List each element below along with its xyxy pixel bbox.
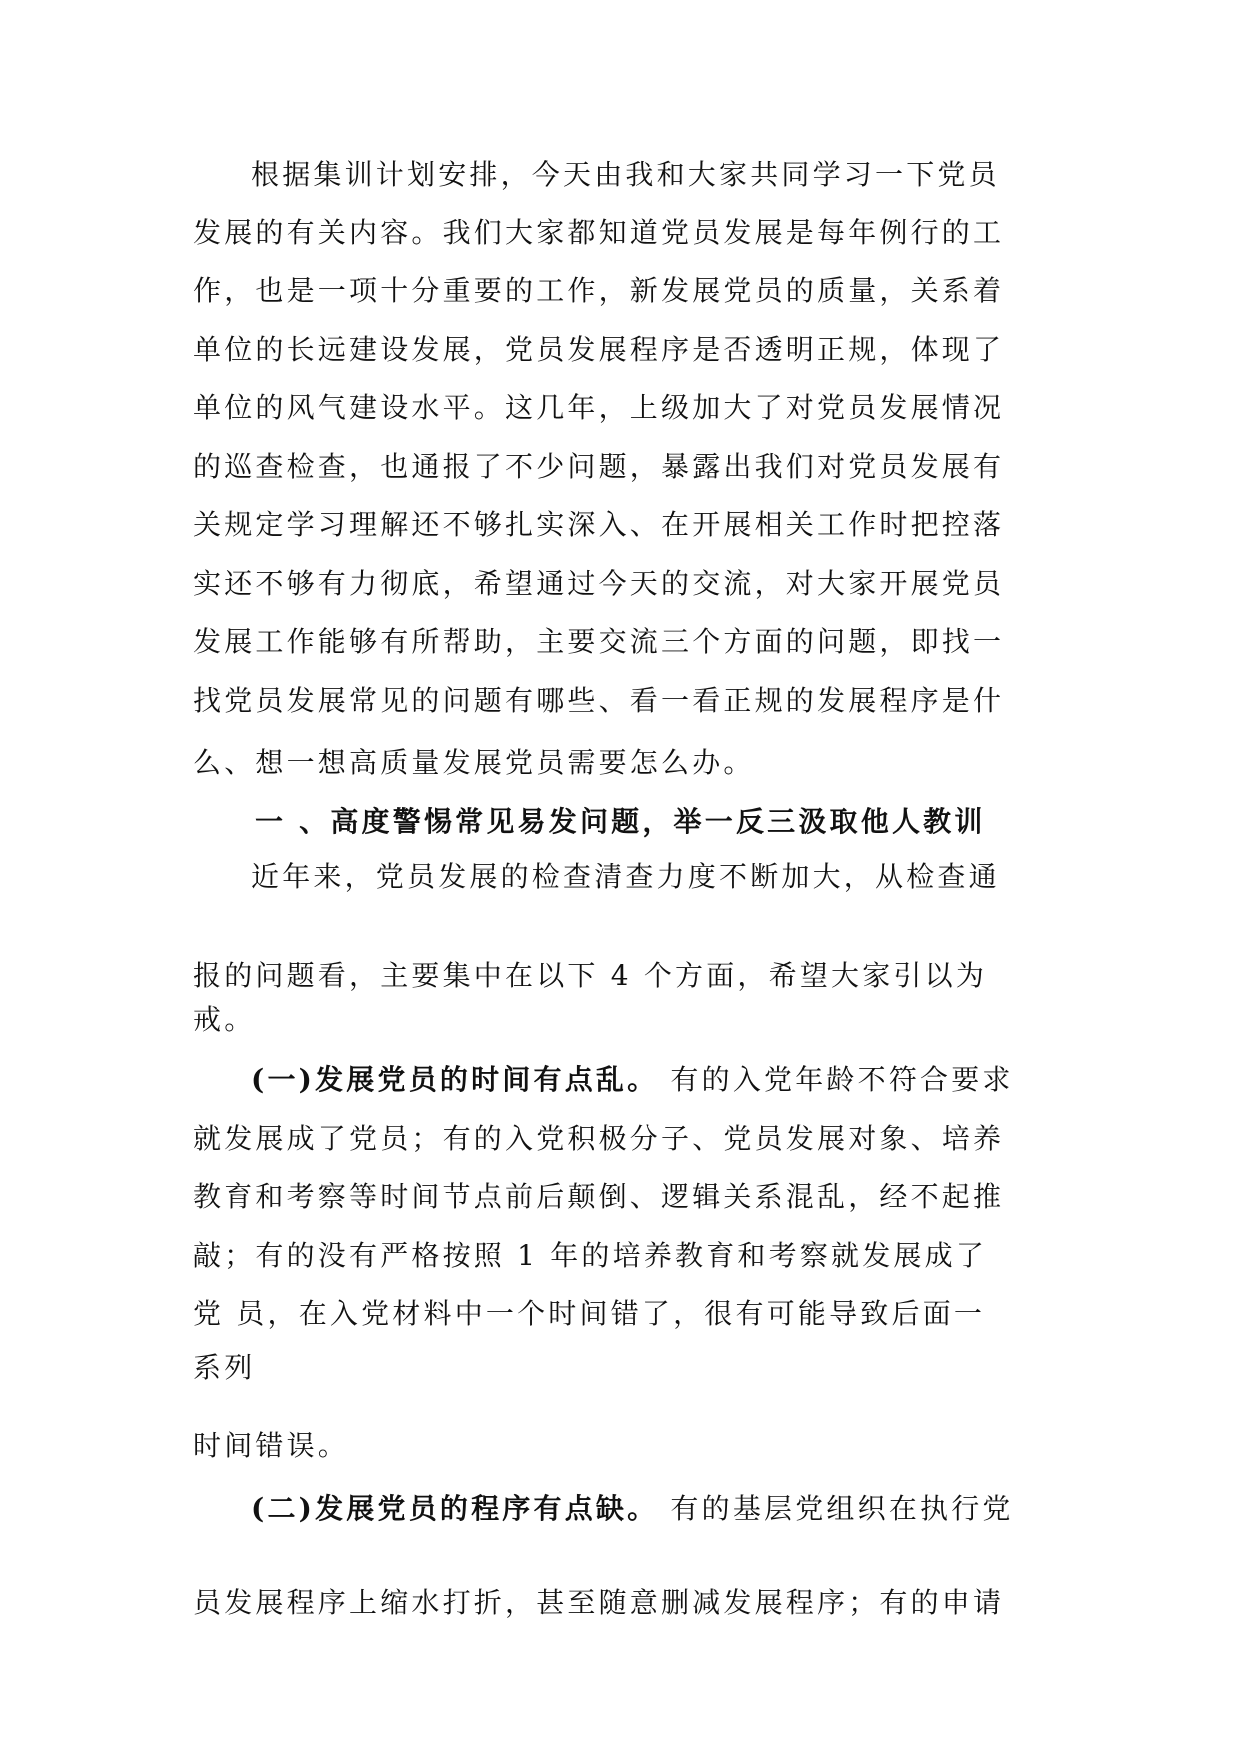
paragraph-text: 找党员发展常见的问题有哪些、看一看正规的发展程序是什 (193, 684, 1005, 717)
text-line (251, 1487, 1014, 1531)
paragraph-text: 系列 (193, 1351, 256, 1384)
paragraph-text: 根据集训计划安排，今天由我和大家共同学习一下党员 (251, 158, 1000, 191)
text-line (193, 998, 255, 1042)
text-line (251, 1058, 1014, 1102)
text-line (251, 153, 1000, 197)
section-heading-text: 一 、高度警惕常见易发问题，举一反三汲取他人教训 (255, 805, 986, 838)
text-line (193, 741, 755, 785)
text-line (193, 328, 1004, 372)
text-line (193, 211, 1004, 255)
paragraph-text: 就发展成了党员；有的入党积极分子、党员发展对象、培养 (193, 1122, 1005, 1155)
subheading-text: (二)发展党员的程序有点缺。 (251, 1492, 659, 1525)
paragraph-text: 发展的有关内容。我们大家都知道党员发展是每年例行的工 (193, 216, 1005, 249)
paragraph-text: 发展工作能够有所帮助，主要交流三个方面的问题，即找一 (193, 625, 1005, 658)
text-line (193, 679, 1004, 723)
paragraph-text: 么、想一想高质量发展党员需要怎么办。 (193, 746, 755, 779)
text-line (193, 1117, 1004, 1161)
paragraph-text: 实还不够有力彻底，希望通过今天的交流，对大家开展党员 (193, 567, 1005, 600)
text-line (193, 1175, 1004, 1219)
text-line (193, 1292, 985, 1336)
text-line (193, 562, 1004, 606)
text-line (193, 620, 1004, 664)
paragraph-text: 有的基层党组织在执行党 (658, 1492, 1014, 1525)
paragraph-text: 戒。 (193, 1003, 256, 1036)
text-line (255, 800, 986, 844)
paragraph-text: 有的入党年龄不符合要求 (658, 1063, 1014, 1096)
paragraph-text: 时间错误。 (193, 1429, 350, 1462)
paragraph-text: 敲；有的没有严格按照 1 年的培养教育和考察就发展成了 (193, 1239, 988, 1272)
text-line (193, 445, 1004, 489)
text-line (193, 1234, 987, 1278)
text-line (193, 1346, 255, 1390)
paragraph-text: 关规定学习理解还不够扎实深入、在开展相关工作时把控落 (193, 508, 1005, 541)
paragraph-text: 员发展程序上缩水打折，甚至随意删减发展程序；有的申请 (193, 1586, 1005, 1619)
paragraph-text: 的巡查检查，也通报了不少问题，暴露出我们对党员发展有 (193, 450, 1005, 483)
text-line (193, 1424, 349, 1468)
paragraph-text: 教育和考察等时间节点前后颠倒、逻辑关系混乱，经不起推 (193, 1180, 1005, 1213)
paragraph-text: 作，也是一项十分重要的工作，新发展党员的质量，关系着 (193, 274, 1005, 307)
paragraph-text: 单位的风气建设水平。这几年，上级加大了对党员发展情况 (193, 391, 1005, 424)
paragraph-text: 近年来，党员发展的检查清查力度不断加大，从检查通 (251, 860, 1000, 893)
paragraph-text: 报的问题看，主要集中在以下 4 个方面，希望大家引以为 (193, 959, 988, 992)
text-line (193, 386, 1004, 430)
paragraph-text: 党 员，在入党材料中一个时间错了，很有可能导致后面一 (193, 1297, 986, 1330)
text-line (193, 1581, 1004, 1625)
text-line (193, 269, 1004, 313)
text-line (193, 954, 987, 998)
subheading-text: (一)发展党员的时间有点乱。 (251, 1063, 659, 1096)
text-line (251, 855, 1000, 899)
text-line (193, 503, 1004, 547)
paragraph-text: 单位的长远建设发展，党员发展程序是否透明正规，体现了 (193, 333, 1005, 366)
